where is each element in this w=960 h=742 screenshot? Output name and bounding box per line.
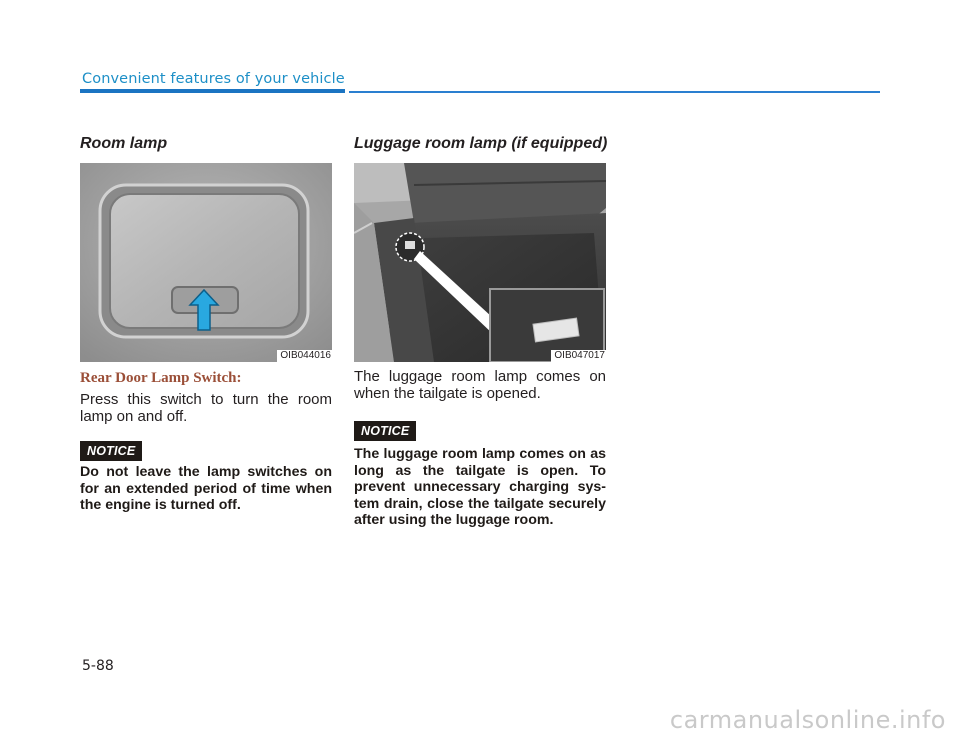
page-number: 5-88 xyxy=(82,658,114,674)
luggage-lamp-body: The luggage room lamp comes on when the tailgate is opened. xyxy=(354,368,606,402)
header-rule xyxy=(349,91,880,93)
room-lamp-title: Room lamp xyxy=(80,135,168,152)
luggage-lamp-title: Luggage room lamp (if equipped) xyxy=(354,135,608,152)
room-lamp-notice-text: Do not leave the lamp switches on for an extended period of time when the engine is turned off. xyxy=(80,464,332,514)
section-header-title: Convenient features of your vehicle xyxy=(82,71,345,87)
notice-badge: NOTICE xyxy=(354,421,416,441)
luggage-room-illustration xyxy=(354,163,606,362)
notice-badge: NOTICE xyxy=(80,441,142,461)
luggage-lamp-notice-text: The luggage room lamp comes on as long as the tailgate is open. To prevent unnecessary charging sys- tem drain, close the tailgate securely after using the luggage room. xyxy=(354,446,606,529)
luggage-lamp-figure xyxy=(354,163,606,362)
room-lamp-illustration xyxy=(80,163,332,362)
watermark: carmanualsonline.info xyxy=(669,706,946,734)
room-lamp-body: Press this switch to turn the room lamp on and off. xyxy=(80,391,332,425)
header-rule-accent xyxy=(80,89,345,93)
figure-code: OIB044016 xyxy=(277,350,332,362)
rear-door-switch-subhead: Rear Door Lamp Switch: xyxy=(80,370,242,386)
room-lamp-figure xyxy=(80,163,332,362)
figure-code: OIB047017 xyxy=(551,350,606,362)
